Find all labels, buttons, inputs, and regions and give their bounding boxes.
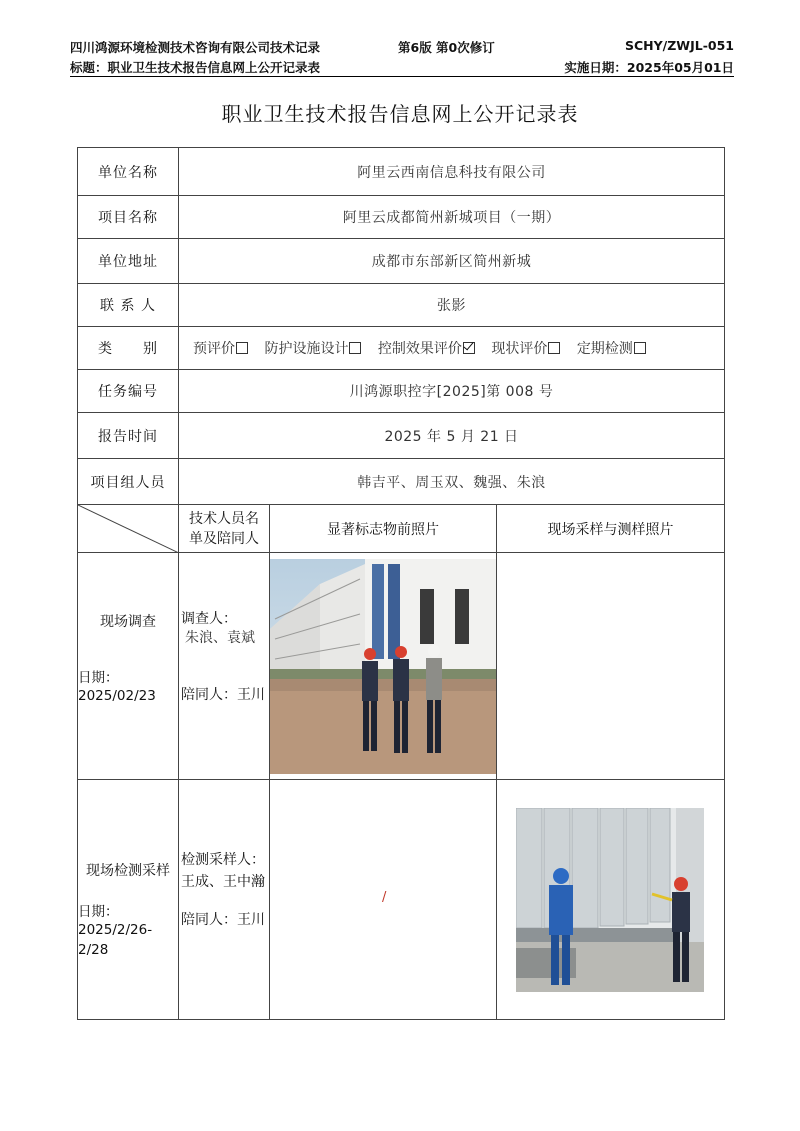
task-label: 任务编号 [78, 370, 179, 413]
investigators: 朱浪、袁斌 [185, 630, 255, 646]
header-divider [70, 76, 734, 77]
checked-checkbox-icon[interactable] [463, 342, 475, 354]
survey-staff-cell [179, 553, 270, 780]
header-line-2 [70, 58, 734, 76]
checkbox-icon[interactable] [634, 342, 646, 354]
investigator-label: 调查人： [181, 611, 237, 627]
row-category [78, 327, 725, 370]
row-address [78, 239, 725, 284]
sampling-title: 现场检测采样 [86, 863, 170, 879]
project-label: 项目名称 [78, 196, 179, 239]
survey-title: 现场调查 [100, 614, 156, 630]
contact-label: 联 系 人 [78, 284, 179, 327]
record-table [77, 147, 725, 1020]
checkbox-icon[interactable] [349, 342, 361, 354]
sampling-date-label: 日期： [78, 904, 119, 920]
version-label: 第6版 第0次修订 [398, 40, 495, 55]
sampling-staff-cell [179, 780, 270, 1020]
sampling-row [78, 780, 725, 1020]
survey-row [78, 553, 725, 780]
diagonal-line [78, 505, 179, 553]
row-project [78, 196, 725, 239]
category-options [179, 327, 725, 370]
survey-date-label: 日期： [78, 670, 119, 686]
company-record-label: 四川鸿源环境检测技术咨询有限公司技术记录 [70, 40, 321, 55]
sampling-companion: 陪同人：王川 [181, 912, 265, 928]
row-contact [78, 284, 725, 327]
report-time-label: 报告时间 [78, 413, 179, 459]
survey-companion: 陪同人：王川 [181, 687, 265, 703]
task-value: 川鸿源职控字[2025]第 008 号 [179, 370, 725, 413]
report-time-value: 2025 年 5 月 21 日 [179, 413, 725, 459]
sampling-photo-header: 现场采样与测样照片 [497, 505, 725, 553]
checkbox-icon[interactable] [236, 342, 248, 354]
landmark-photo-header: 显著标志物前照片 [270, 505, 497, 553]
survey-sampling-photo-cell [497, 553, 725, 780]
team-value: 韩吉平、周玉双、魏强、朱浪 [179, 459, 725, 505]
person-figures [362, 645, 442, 753]
landmark-photo-cell [270, 553, 497, 780]
category-option-periodic-detection[interactable]: 定期检测 [577, 341, 646, 357]
project-value: 阿里云成都简州新城项目（一期） [179, 196, 725, 239]
row-task [78, 370, 725, 413]
sampling-landmark-cell [270, 780, 497, 1020]
landmark-photo [270, 559, 497, 774]
checkbox-icon[interactable] [548, 342, 560, 354]
samplers: 王成、王中瀚 [181, 874, 265, 890]
sampling-photo-cell [497, 780, 725, 1020]
contact-value: 张影 [179, 284, 725, 327]
row-unit-name [78, 148, 725, 196]
row-report-time [78, 413, 725, 459]
row-team [78, 459, 725, 505]
effective-date: 实施日期：2025年05月01日 [564, 60, 734, 75]
address-label: 单位地址 [78, 239, 179, 284]
header-line-1 [70, 38, 734, 56]
category-label: 类 别 [78, 327, 179, 370]
unit-name-label: 单位名称 [78, 148, 179, 196]
survey-date: 2025/02/23 [78, 688, 156, 704]
sampling-photo [516, 808, 704, 992]
category-option-pre-evaluation[interactable]: 预评价 [193, 341, 248, 357]
sampling-cell [78, 780, 179, 1020]
document-code: SCHY/ZWJL-051 [624, 38, 734, 53]
address-value: 成都市东部新区简州新城 [179, 239, 725, 284]
unit-name-value: 阿里云西南信息科技有限公司 [179, 148, 725, 196]
diagonal-header-cell [78, 505, 179, 553]
sampler-label: 检测采样人： [181, 852, 265, 868]
team-label: 项目组人员 [78, 459, 179, 505]
sampling-date: 2025/2/26-2/28 [78, 922, 153, 958]
category-option-protection-design[interactable]: 防护设施设计 [264, 341, 361, 357]
category-option-status-evaluation[interactable]: 现状评价 [491, 341, 560, 357]
header-title: 标题：职业卫生技术报告信息网上公开记录表 [70, 60, 321, 75]
empty-mark: / [382, 890, 387, 905]
staff-column-header: 技术人员名 单及陪同人 [179, 505, 270, 553]
photo-header-row [78, 505, 725, 553]
survey-cell [78, 553, 179, 780]
page-title: 职业卫生技术报告信息网上公开记录表 [221, 102, 579, 126]
category-option-control-effect[interactable]: 控制效果评价 [378, 341, 475, 357]
